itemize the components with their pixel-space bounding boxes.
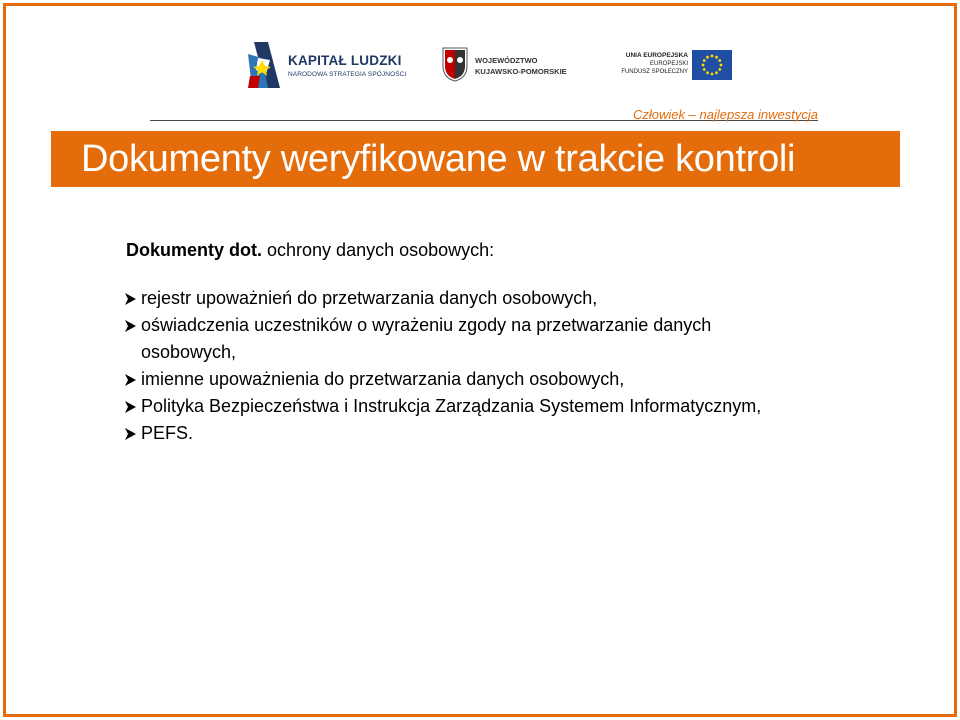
bullet-list (122, 285, 862, 447)
title-bar (51, 131, 900, 187)
arrow-bullet-icon (124, 427, 137, 441)
heading-bold: Dokumenty dot. (126, 240, 263, 260)
list-item (122, 393, 862, 420)
eu-flag-icon (692, 50, 732, 80)
kapital-ludzki-subtitle: NARODOWA STRATEGIA SPÓJNOŚCI (288, 71, 407, 78)
eu-line3: FUNDUSZ SPOŁECZNY (621, 69, 688, 75)
eu-line2: EUROPEJSKI (649, 61, 688, 67)
slide-content (122, 240, 862, 447)
kapital-ludzki-title: KAPITAŁ LUDZKI (288, 53, 402, 68)
eu-line1: UNIA EUROPEJSKA (625, 52, 688, 59)
arrow-bullet-icon (124, 373, 137, 387)
slide-title: Dokumenty weryfikowane w trakcie kontroli (81, 138, 796, 180)
list-item (122, 312, 862, 339)
list-item-text: osobowych, (141, 342, 237, 362)
eu-logo (612, 50, 732, 82)
arrow-bullet-icon (124, 400, 137, 414)
list-item (122, 285, 862, 312)
list-item-text: rejestr upoważnień do przetwarzania danych osobowych, (141, 288, 598, 308)
list-item (122, 420, 862, 447)
kapital-ludzki-emblem-icon (248, 40, 284, 90)
wojewodztwo-line1: WOJEWÓDZTWO (475, 56, 538, 65)
arrow-bullet-icon (124, 292, 137, 306)
coat-of-arms-icon (441, 46, 469, 82)
tagline: Człowiek – najlepsza inwestycja (633, 107, 818, 122)
list-item-continuation (122, 339, 862, 366)
wojewodztwo-logo (441, 46, 581, 86)
wojewodztwo-line2: KUJAWSKO-POMORSKIE (475, 67, 567, 76)
list-item-text: imienne upoważnienia do przetwarzania danych osobowych, (141, 369, 625, 389)
arrow-bullet-icon (124, 319, 137, 333)
kapital-ludzki-logo (248, 40, 408, 90)
list-item (122, 366, 862, 393)
content-heading (126, 240, 862, 261)
list-item-text: oświadczenia uczestników o wyrażeniu zgody na przetwarzanie danych (141, 315, 712, 335)
list-item-text: PEFS. (141, 423, 194, 443)
heading-rest: ochrony danych osobowych: (262, 240, 495, 260)
list-item-text: Polityka Bezpieczeństwa i Instrukcja Zarządzania Systemem Informatycznym, (141, 396, 762, 416)
